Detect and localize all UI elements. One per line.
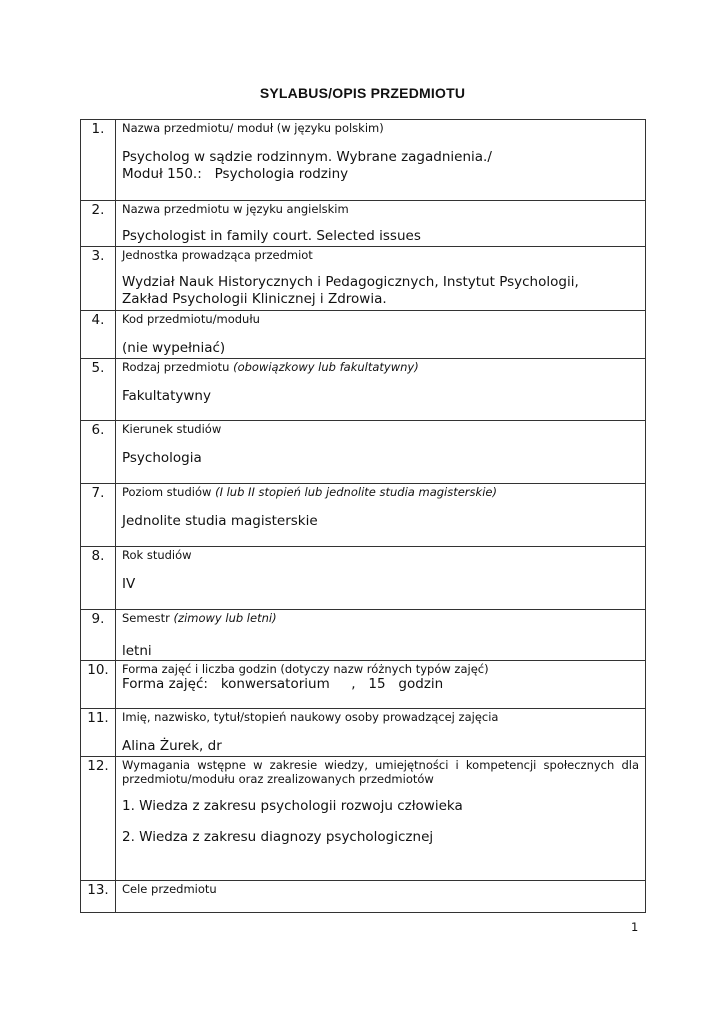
table-row [81, 247, 646, 311]
list-item: 1. Wiedza z zakresu psychologii rozwoju człowieka [122, 798, 463, 814]
row-number: 12. [81, 757, 116, 881]
row-value: Psycholog w sądzie rodzinnym. Wybrane zagadnienia./ [122, 149, 492, 165]
table-row [81, 421, 646, 484]
row-label: Rodzaj przedmiotu (obowiązkowy lub fakultatywny) [122, 360, 419, 374]
table-row [81, 547, 646, 610]
row-label: Poziom studiów (I lub II stopień lub jednolite studia magisterskie) [122, 485, 497, 499]
row-value: Jednolite studia magisterskie [122, 513, 318, 529]
row-number: 13. [81, 881, 116, 913]
row-label: Wymagania wstępne w zakresie wiedzy, umiejętności i kompetencji społecznych dla przedmiotu/modułu oraz zrealizowanych przedmiotów [122, 758, 639, 786]
row-label: Nazwa przedmiotu/ moduł (w języku polskim) [122, 121, 384, 135]
row-label: Nazwa przedmiotu w języku angielskim [122, 202, 349, 216]
row-label: Kierunek studiów [122, 422, 222, 436]
row-value: Fakultatywny [122, 388, 211, 404]
row-value: Wydział Nauk Historycznych i Pedagogicznych, Instytut Psychologii, [122, 274, 579, 290]
table-row [81, 881, 646, 913]
row-label: Imię, nazwisko, tytuł/stopień naukowy osoby prowadzącej zajęcia [122, 710, 499, 724]
row-value: Psychologia [122, 450, 202, 466]
table-row [81, 120, 646, 201]
row-number: 10. [81, 661, 116, 709]
row-number: 2. [81, 201, 116, 247]
table-row [81, 610, 646, 661]
row-label: Cele przedmiotu [122, 882, 217, 896]
row-number: 11. [81, 709, 116, 757]
row-label: Kod przedmiotu/modułu [122, 312, 260, 326]
row-number: 4. [81, 311, 116, 359]
row-number: 5. [81, 359, 116, 421]
row-number: 8. [81, 547, 116, 610]
row-value: Zakład Psychologii Klinicznej i Zdrowia. [122, 291, 387, 307]
table-row [81, 484, 646, 547]
row-number: 7. [81, 484, 116, 547]
table-row [81, 757, 646, 881]
table-row [81, 359, 646, 421]
row-number: 3. [81, 247, 116, 311]
table-row [81, 661, 646, 709]
row-value: Moduł 150.: Psychologia rodziny [122, 166, 349, 182]
row-label: Semestr (zimowy lub letni) [122, 611, 277, 625]
row-number: 1. [81, 120, 116, 201]
row-label: Jednostka prowadząca przedmiot [122, 248, 313, 262]
row-value: Psychologist in family court. Selected issues [122, 228, 421, 244]
table-row [81, 709, 646, 757]
table-row [81, 311, 646, 359]
row-label: Forma zajęć i liczba godzin (dotyczy nazw różnych typów zajęć) [122, 662, 489, 676]
row-value: letni [122, 643, 152, 659]
row-value: IV [122, 576, 136, 592]
row-value: Alina Żurek, dr [122, 738, 222, 754]
row-number: 6. [81, 421, 116, 484]
list-item: 2. Wiedza z zakresu diagnozy psychologicznej [122, 829, 434, 845]
page-number: 1 [631, 920, 639, 934]
row-label: Rok studiów [122, 548, 192, 562]
row-value: Forma zajęć: konwersatorium , 15 godzin [122, 676, 444, 692]
table-row [81, 201, 646, 247]
document-title: SYLABUS/OPIS PRZEDMIOTU [259, 85, 466, 101]
row-value: (nie wypełniać) [122, 340, 226, 356]
row-number: 9. [81, 610, 116, 661]
syllabus-table [80, 119, 646, 913]
